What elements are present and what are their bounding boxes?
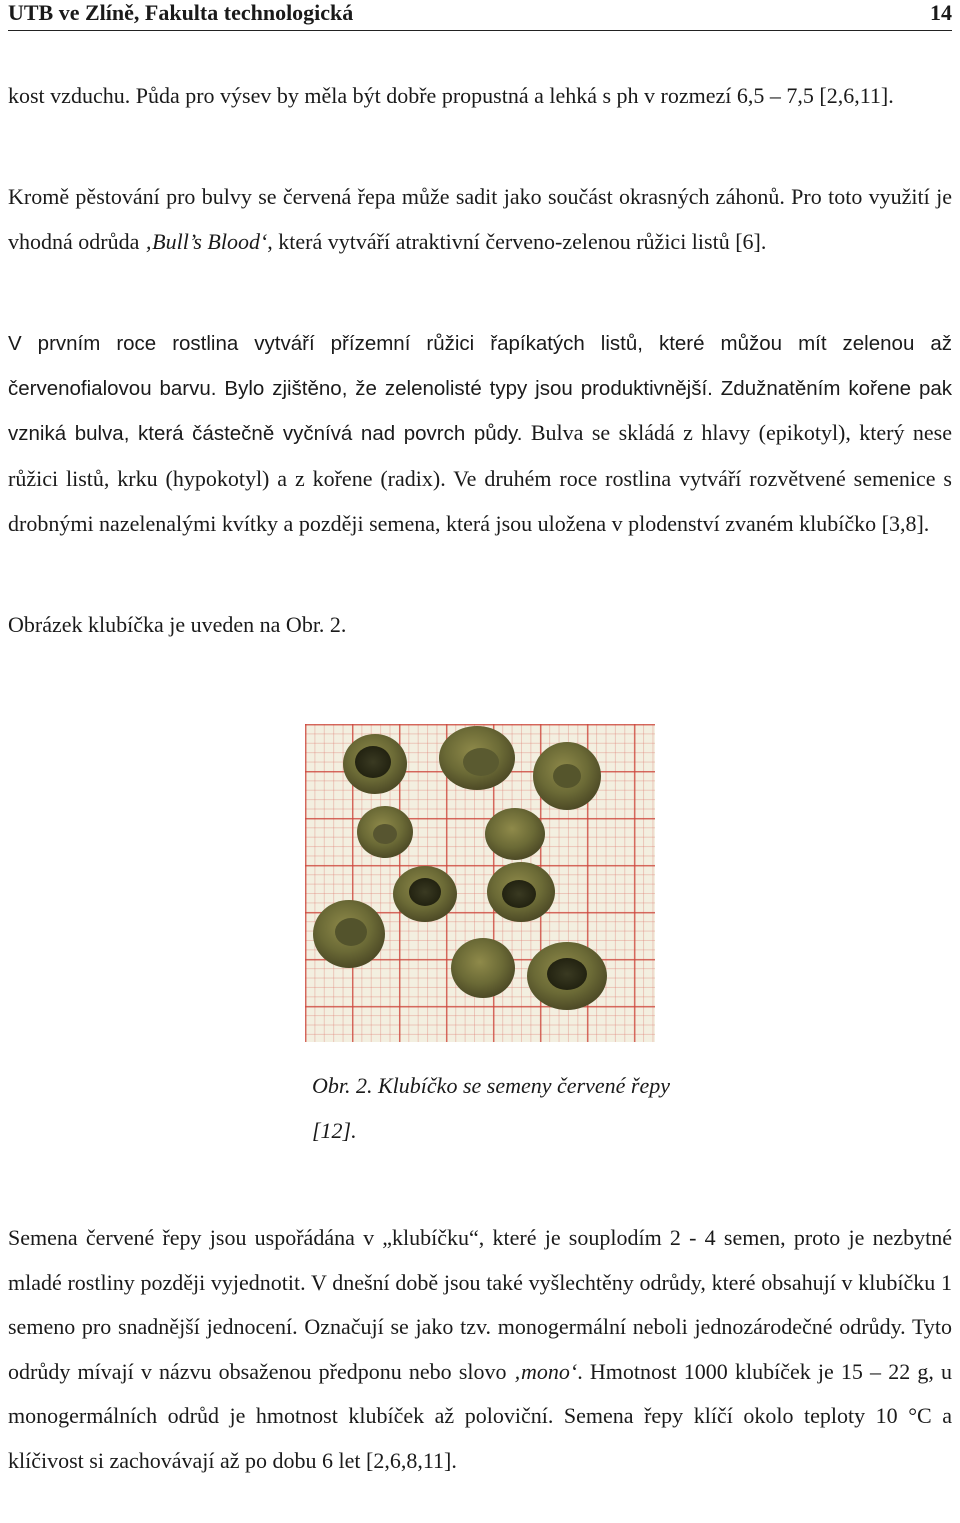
seed-cluster bbox=[343, 734, 407, 794]
seed-cluster bbox=[439, 726, 515, 790]
paragraph-5-text-a: Semena červené řepy jsou uspořádána v „klubíčku“, které je souplodím 2 - 4 semen, proto je nezbytné mladé rostliny později vyjednotit. V dnešní době jsou také vyšlechtěny odrůdy, které obsahují v klubíčku 1 semeno pro snadnější jednocení. Označují se jako tzv. monogermální neboli jednozárodečné odrůdy. Tyto odrůdy mívají v názvu obsaženou předponu nebo slovo bbox=[8, 1225, 952, 1384]
paragraph-5 bbox=[8, 1216, 952, 1483]
figure-caption: Obr. 2. Klubíčko se semeny červené řepy [12]. bbox=[312, 1073, 670, 1143]
seed-cluster bbox=[451, 938, 515, 998]
paragraph-1 bbox=[8, 74, 952, 119]
seed-cluster bbox=[313, 900, 385, 968]
seed-cluster-photo bbox=[305, 724, 655, 1042]
seed-cluster bbox=[357, 806, 413, 858]
seed-cluster bbox=[533, 742, 601, 810]
header-title: UTB ve Zlíně, Fakulta technologická bbox=[8, 0, 354, 25]
page-number: 14 bbox=[930, 0, 952, 25]
seed-cluster bbox=[487, 862, 555, 922]
paragraph-2-text-b: , která vytváří atraktivní červeno-zelenou růžici listů [6]. bbox=[267, 228, 767, 254]
seed-cluster bbox=[485, 808, 545, 860]
paragraph-3-text-a: V prvním roce rostlina vytváří přízemní růžici řapíkatých listů, které můžou mít zelenou až červenofialovou barvu. Bylo zjištěno, že zelenolisté typy jsou produktivnější. Zdužnatěním kořene pak vzniká bulva, která částečně vyčnívá nad povrch půdy. bbox=[8, 332, 952, 445]
paragraph-5-text-b: . Hmotnost 1000 klubíček je 15 – 22 g, u monogermálních odrůd je hmotnost klubíček až poloviční. Semena řepy klíčí okolo teploty 10 °C a klíčivost si zachovávají až po dobu 6 let [2,6,8,11]. bbox=[8, 1358, 952, 1473]
paragraph-2-text-a: Kromě pěstování pro bulvy se červená řepa může sadit jako součást okrasných záhonů. Pro toto využití je vhodná odrůda bbox=[8, 184, 952, 254]
paragraph-4 bbox=[8, 603, 952, 648]
seed-cluster bbox=[527, 942, 607, 1010]
page-header bbox=[8, 0, 952, 31]
paragraph-2 bbox=[8, 175, 952, 264]
variety-name: ‚Bull’s Blood‘ bbox=[144, 228, 268, 254]
paragraph-3-text-b: Bulva se skládá z hlavy (epikotyl), který nese růžici listů, krku (hypokotyl) a z kořene (radix). Ve druhém roce rostlina vytváří rozvětvené semenice s drobnými nazelenalými kvítky a později semena, která jsou uložena v plodenství zvaném klubíčko [3,8]. bbox=[8, 420, 952, 536]
seed-clusters-illustration bbox=[305, 724, 655, 1042]
paragraph-1-text: kost vzduchu. Půda pro výsev by měla být dobře propustná a lehká s ph v rozmezí 6,5 – 7,5 [2,6,11]. bbox=[8, 83, 894, 108]
paragraph-3 bbox=[8, 322, 952, 548]
paragraph-4-text: Obrázek klubíčka je uveden na Obr. 2. bbox=[8, 612, 347, 637]
prefix-mono: ‚mono‘ bbox=[513, 1358, 578, 1384]
seed-cluster bbox=[393, 866, 457, 922]
